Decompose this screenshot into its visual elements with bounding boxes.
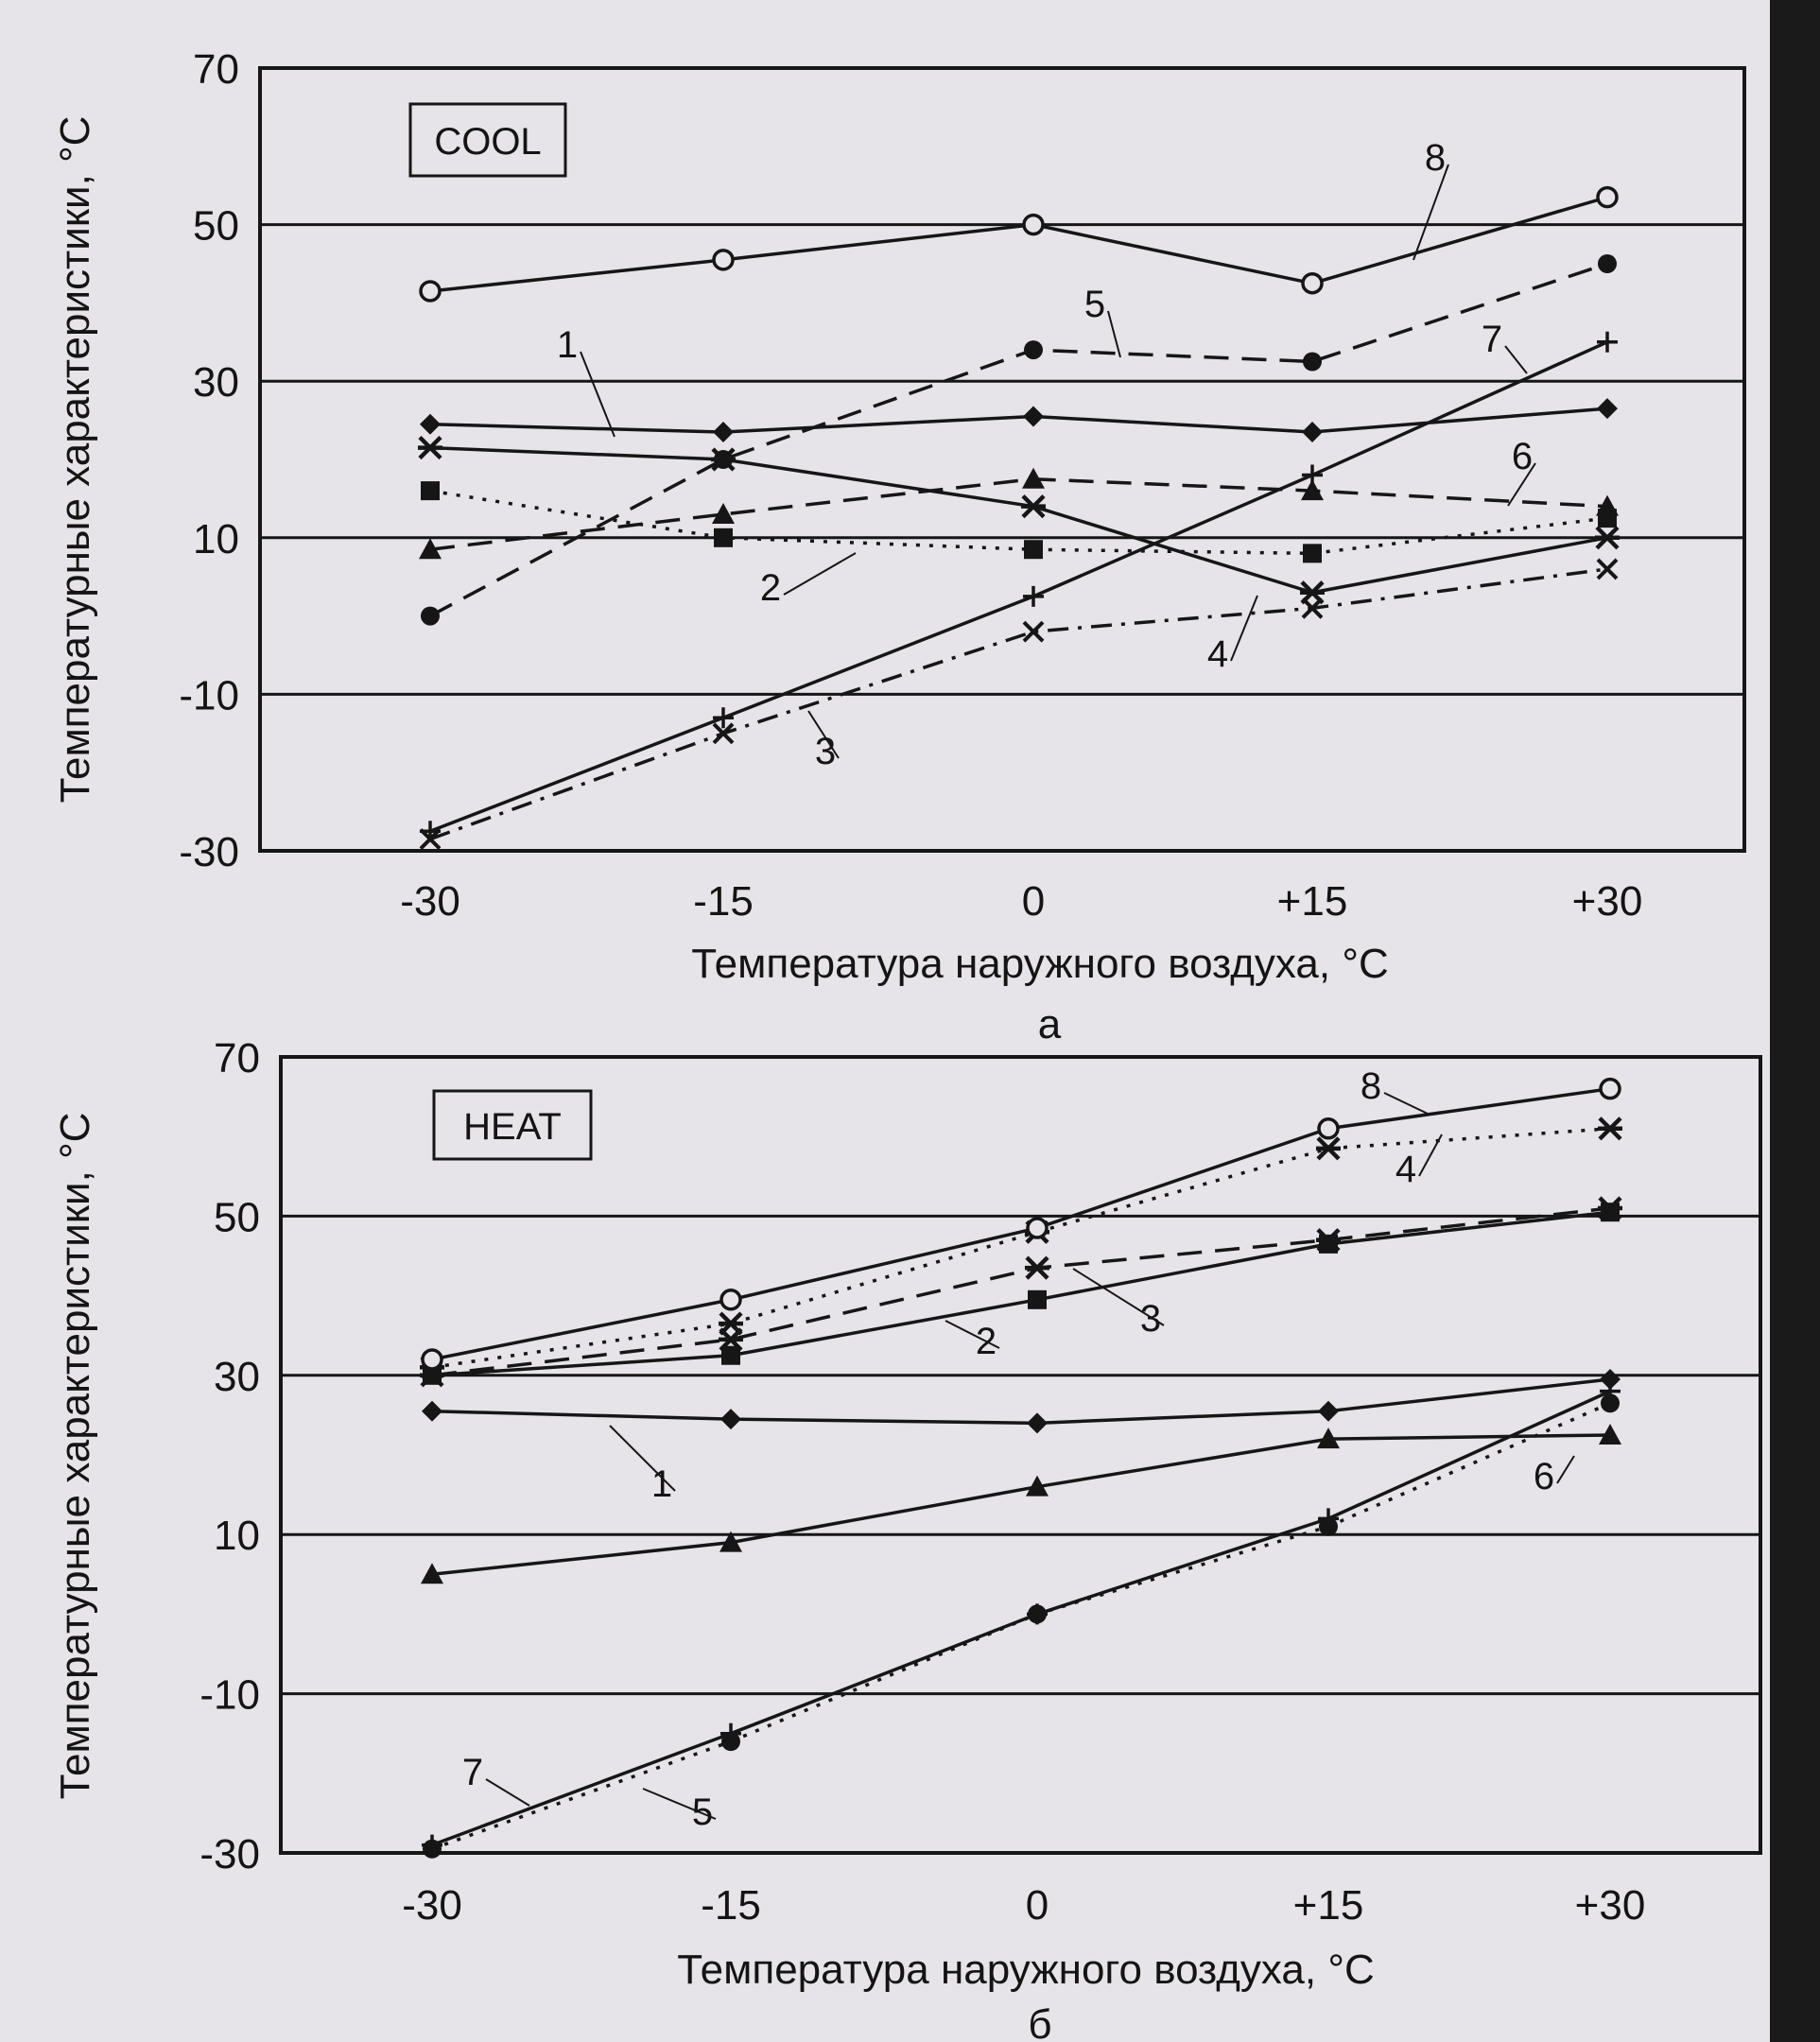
series-5-label: 5 bbox=[691, 1791, 714, 1833]
series-7-point bbox=[1302, 465, 1323, 486]
panel-a-y-tick-label: -30 bbox=[179, 829, 239, 875]
series-4-label: 4 bbox=[1206, 633, 1229, 675]
series-4-leader bbox=[1419, 1134, 1442, 1176]
series-1-point bbox=[1023, 406, 1044, 426]
series-8-point bbox=[714, 251, 733, 269]
series-1-point bbox=[420, 414, 441, 435]
series-8-label: 8 bbox=[1424, 137, 1447, 179]
panel-a-x-tick-label: -30 bbox=[400, 878, 460, 925]
series-4-point bbox=[1316, 1138, 1341, 1159]
panel-b-series-2 bbox=[423, 1203, 1620, 1385]
panel-a-y-axis-title: Температурные характеристики, °C bbox=[52, 115, 98, 804]
series-4-point bbox=[1598, 1118, 1622, 1139]
series-6-label: 6 bbox=[1511, 436, 1534, 477]
series-4-line bbox=[432, 1129, 1610, 1368]
series-8-point bbox=[1319, 1119, 1338, 1138]
series-2-point bbox=[1303, 544, 1322, 562]
series-4-leader bbox=[1231, 596, 1257, 661]
series-2-point bbox=[1028, 1290, 1047, 1309]
panel-b-series-5 bbox=[423, 1393, 1620, 1859]
series-7-leader bbox=[1505, 346, 1527, 373]
series-5-line bbox=[430, 264, 1607, 616]
panel-a-series bbox=[418, 137, 1620, 849]
series-7-point bbox=[1023, 586, 1044, 607]
panel-a-y-tick-label: 50 bbox=[193, 202, 239, 250]
series-8-point bbox=[1028, 1219, 1047, 1237]
panel-a-x-tick-label: +15 bbox=[1276, 878, 1348, 925]
panel-a-y-tick-label: 70 bbox=[193, 46, 239, 93]
series-5-label: 5 bbox=[1083, 284, 1106, 325]
panel-b-mode-label: HEAT bbox=[463, 1106, 562, 1148]
series-5-point bbox=[1598, 254, 1617, 273]
panel-b-x-ticks bbox=[402, 1882, 1645, 1929]
panel-b-y-tick-label: 50 bbox=[214, 1194, 260, 1241]
series-5-leader bbox=[1108, 311, 1120, 357]
panel-b-series-7 bbox=[422, 1381, 1621, 1856]
series-5-point bbox=[1024, 340, 1043, 359]
panel-a-cool bbox=[52, 46, 1744, 1047]
panel-a-x-tick-label: -15 bbox=[693, 878, 754, 925]
series-3-point bbox=[1025, 1257, 1049, 1278]
panel-a-x-tick-label: 0 bbox=[1021, 878, 1046, 925]
series-8-line bbox=[432, 1089, 1610, 1359]
panel-b-letter: б bbox=[1028, 2001, 1052, 2042]
series-8-point bbox=[421, 282, 440, 301]
series-5-point bbox=[421, 607, 440, 626]
series-1-label: 1 bbox=[650, 1463, 673, 1505]
series-6-line bbox=[432, 1435, 1610, 1574]
panel-a-series-8 bbox=[421, 137, 1617, 301]
panel-b-x-tick-label: +15 bbox=[1292, 1882, 1364, 1929]
series-1-point bbox=[1027, 1412, 1048, 1433]
series-2-line bbox=[432, 1212, 1610, 1376]
series-1-label: 1 bbox=[556, 324, 579, 366]
series-2-label: 2 bbox=[975, 1321, 997, 1362]
panel-b-y-tick-label: 30 bbox=[214, 1353, 260, 1400]
panel-b-y-tick-label: 70 bbox=[214, 1035, 260, 1082]
series-3-label: 3 bbox=[814, 731, 837, 772]
series-8-leader bbox=[1384, 1093, 1428, 1114]
series-8-point bbox=[1303, 274, 1322, 293]
series-2-point bbox=[714, 528, 733, 547]
panel-a-y-tick-label: 10 bbox=[193, 515, 239, 562]
panel-b-series-6 bbox=[421, 1424, 1621, 1583]
panel-a-x-tick-label: +30 bbox=[1571, 878, 1643, 925]
series-8-point bbox=[1601, 1080, 1620, 1099]
panel-a-x-axis-title: Температура наружного воздуха, °C bbox=[691, 941, 1389, 987]
panel-a-y-tick-label: 30 bbox=[193, 359, 239, 407]
panel-a-letter: а bbox=[1037, 1001, 1062, 1047]
series-4-point bbox=[1021, 496, 1046, 517]
series-2-label: 2 bbox=[759, 567, 782, 609]
series-4-point bbox=[719, 1313, 743, 1334]
series-8-point bbox=[1598, 188, 1617, 207]
series-7-line bbox=[432, 1392, 1610, 1845]
panel-b-series bbox=[420, 1065, 1622, 1859]
series-1-point bbox=[713, 422, 734, 442]
panel-b-y-axis-title: Температурные характеристики, °C bbox=[52, 1112, 98, 1800]
panel-b-y-tick-label: -30 bbox=[199, 1831, 260, 1878]
series-1-point bbox=[1302, 422, 1323, 442]
series-4-label: 4 bbox=[1395, 1149, 1417, 1190]
series-3-line bbox=[430, 569, 1607, 839]
series-2-point bbox=[1024, 540, 1043, 559]
panel-b-y-tick-label: -10 bbox=[199, 1671, 260, 1719]
series-7-label: 7 bbox=[1481, 319, 1503, 360]
series-8-point bbox=[423, 1350, 442, 1369]
panel-b-x-tick-label: +30 bbox=[1574, 1882, 1646, 1929]
panel-b-x-tick-label: -15 bbox=[701, 1882, 761, 1929]
panel-b-heat bbox=[52, 1035, 1760, 2042]
panel-b-mode-box bbox=[434, 1091, 591, 1159]
series-2-leader bbox=[784, 553, 856, 595]
series-7-label: 7 bbox=[461, 1752, 484, 1793]
series-8-point bbox=[721, 1290, 740, 1309]
series-2-point bbox=[421, 481, 440, 500]
series-1-point bbox=[422, 1401, 442, 1422]
panel-a-mode-label: COOL bbox=[434, 121, 542, 163]
series-4-point bbox=[418, 438, 442, 459]
series-4-point bbox=[1300, 582, 1325, 603]
panel-a-y-ticks bbox=[179, 46, 239, 875]
panel-b-x-axis-title: Температура наружного воздуха, °C bbox=[677, 1947, 1375, 1993]
panel-a-series-2 bbox=[421, 481, 1617, 609]
series-3-point bbox=[1598, 560, 1617, 579]
panel-a-mode-box bbox=[410, 104, 565, 176]
series-7-leader bbox=[486, 1779, 529, 1806]
panel-b-series-4 bbox=[420, 1118, 1622, 1378]
panel-b-y-tick-label: 10 bbox=[214, 1513, 260, 1560]
series-7-point bbox=[1027, 1603, 1048, 1624]
series-1-leader bbox=[581, 352, 615, 437]
series-1-point bbox=[1597, 398, 1618, 419]
series-8-label: 8 bbox=[1360, 1065, 1382, 1107]
panel-a-y-tick-label: -10 bbox=[179, 672, 239, 719]
series-3-point bbox=[1024, 622, 1043, 641]
panel-b-series-3 bbox=[420, 1198, 1622, 1386]
panel-b-plot-frame bbox=[281, 1057, 1760, 1853]
series-6-leader bbox=[1557, 1456, 1574, 1483]
panel-a-series-4 bbox=[418, 438, 1620, 675]
series-5-point bbox=[714, 450, 733, 469]
series-7-point bbox=[420, 821, 441, 841]
series-1-line bbox=[432, 1379, 1610, 1423]
panel-b-x-tick-label: 0 bbox=[1025, 1882, 1049, 1929]
series-7-point bbox=[1597, 332, 1618, 353]
page-edge-shadow bbox=[1770, 0, 1820, 2042]
series-4-point bbox=[1595, 528, 1620, 548]
panel-b-y-ticks bbox=[199, 1035, 260, 1878]
series-8-point bbox=[1024, 216, 1043, 234]
series-5-point bbox=[1303, 353, 1322, 372]
panel-b-x-tick-label: -30 bbox=[402, 1882, 462, 1929]
series-1-point bbox=[720, 1409, 741, 1429]
panel-a-series-1 bbox=[420, 324, 1618, 442]
series-6-label: 6 bbox=[1533, 1456, 1555, 1497]
series-3-label: 3 bbox=[1139, 1298, 1162, 1340]
panel-a-x-ticks bbox=[400, 878, 1642, 925]
series-1-point bbox=[1318, 1401, 1339, 1422]
